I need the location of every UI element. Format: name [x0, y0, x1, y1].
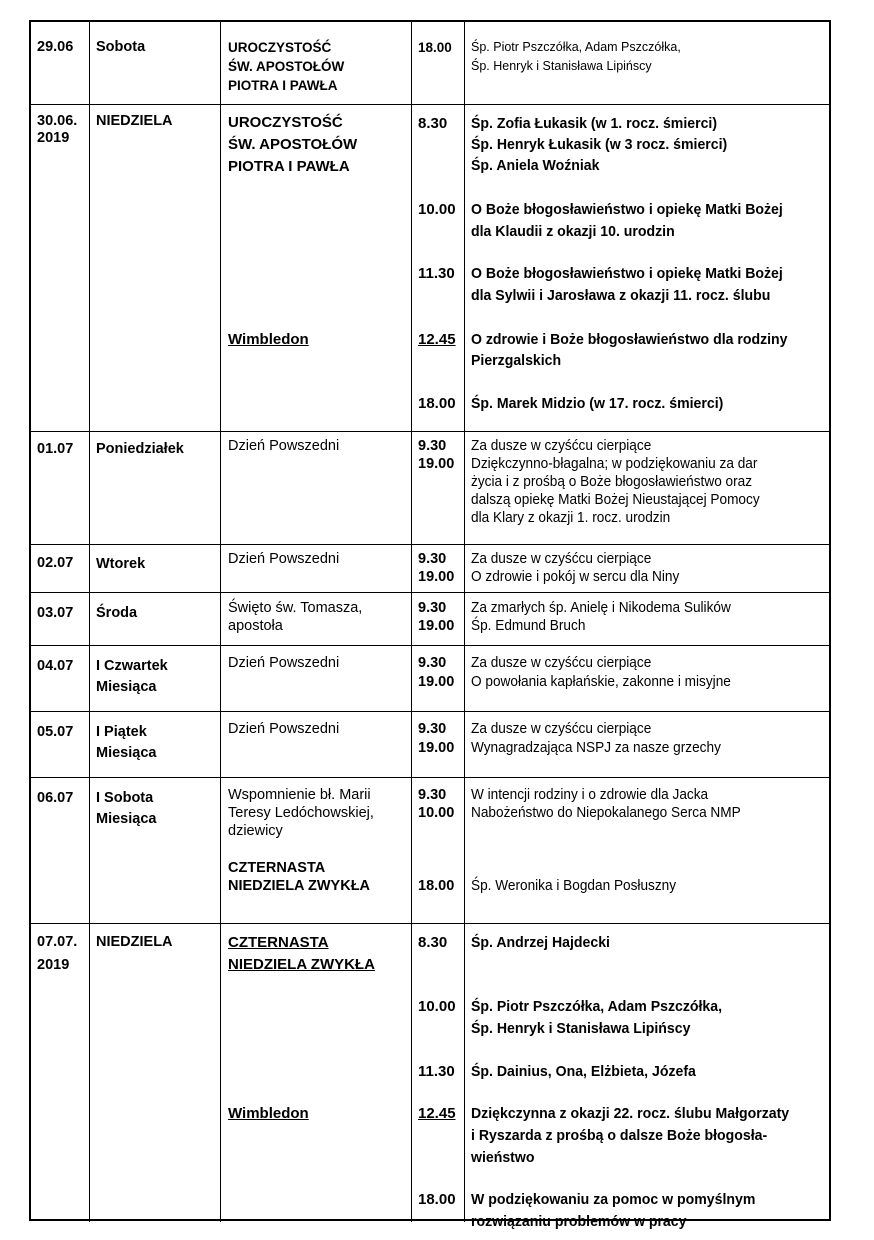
date-cell: [31, 105, 89, 432]
mass-time: 18.00: [418, 878, 455, 894]
intention-line: Śp. Henryk i Stanisława Lipińscy: [471, 1020, 691, 1037]
liturgy-cell: [220, 646, 411, 712]
date-cell: [31, 778, 89, 924]
mass-time: 12.45: [418, 1105, 456, 1122]
intention-line: Śp. Dainius, Ona, Elżbieta, Józefa: [471, 1063, 696, 1080]
mass-time: 19.00: [418, 569, 455, 585]
intention-line: Za dusze w czyśćcu cierpiące: [471, 438, 652, 454]
schedule-row-06-07: [31, 777, 829, 924]
intention-line: Śp. Aniela Woźniak: [471, 157, 600, 174]
mass-time: 18.00: [418, 1191, 456, 1208]
time-cell: [411, 593, 464, 646]
mass-time: 8.30: [418, 934, 448, 951]
intention-line: i Ryszarda z prośbą o dalsze Boże błogosła-: [471, 1127, 768, 1144]
liturgy-line: Teresy Ledóchowskiej,: [228, 805, 374, 821]
date: 06.07: [37, 790, 74, 806]
liturgy-line: PIOTRA I PAWŁA: [228, 158, 350, 175]
mass-time: 9.30: [418, 721, 447, 737]
intention-line: dalszą opiekę Matki Bożej Nieustającej Pomocy: [471, 492, 760, 508]
date: 29.06: [37, 39, 74, 55]
intention-line: Śp. Marek Midzio (w 17. rocz. śmierci): [471, 395, 724, 412]
mass-time: 9.30: [418, 438, 447, 454]
intention-line: Za dusze w czyśćcu cierpiące: [471, 655, 652, 671]
intention-line: Śp. Weronika i Bogdan Posłuszny: [471, 878, 677, 894]
mass-time: 9.30: [418, 787, 447, 803]
date: 30.06.: [37, 113, 78, 129]
liturgy-line: Dzień Powszedni: [228, 655, 340, 671]
day: I Czwartek: [96, 658, 168, 674]
day-cell: [89, 593, 220, 646]
intention-line: Dziękczynna z okazji 22. rocz. ślubu Małgorzaty: [471, 1105, 790, 1122]
intention-line: dla Klary z okazji 1. rocz. urodzin: [471, 510, 671, 526]
mass-time: 11.30: [418, 1063, 455, 1080]
liturgy-sunday-line: NIEDZIELA ZWYKŁA: [228, 878, 371, 894]
day: Środa: [96, 605, 138, 621]
intention-cell: [464, 646, 829, 712]
intention-line: Za dusze w czyśćcu cierpiące: [471, 721, 652, 737]
intention-line: Nabożeństwo do Niepokalanego Serca NMP: [471, 805, 741, 821]
liturgy-line: UROCZYSTOŚĆ: [228, 40, 332, 55]
intention-line: O Boże błogosławieństwo i opiekę Matki Bożej: [471, 201, 783, 218]
day-cell: [89, 105, 220, 432]
intention-line: dla Klaudii z okazji 10. urodzin: [471, 223, 675, 240]
day-cell: [89, 712, 220, 778]
liturgy-line: Dzień Powszedni: [228, 721, 340, 737]
date-cell: [31, 593, 89, 646]
date: 07.07.: [37, 934, 78, 950]
mass-time: 9.30: [418, 600, 447, 616]
intention-line: Pierzgalskich: [471, 352, 562, 369]
date-cell: [31, 712, 89, 778]
date: 01.07: [37, 441, 74, 457]
date: 04.07: [37, 658, 74, 674]
mass-time: 10.00: [418, 805, 455, 821]
liturgy-cell: [220, 105, 411, 432]
schedule-row-01-07: [31, 431, 829, 545]
schedule-row-07-07: [31, 923, 829, 1230]
intention-line: wieństwo: [471, 1149, 535, 1166]
date-year: 2019: [37, 957, 70, 973]
schedule-row-30-06: [31, 104, 829, 432]
schedule-row-05-07: [31, 711, 829, 778]
liturgy-cell: [220, 712, 411, 778]
schedule-row-04-07: [31, 645, 829, 712]
intention-line: O zdrowie i Boże błogosławieństwo dla rodziny: [471, 331, 788, 348]
liturgy-cell: [220, 545, 411, 593]
intention-line: O powołania kapłańskie, zakonne i misyjne: [471, 674, 731, 690]
day: NIEDZIELA: [96, 934, 173, 950]
mass-time: 9.30: [418, 655, 447, 671]
mass-time: 9.30: [418, 551, 447, 567]
liturgy-line: CZTERNASTA: [228, 934, 329, 951]
wimbledon-note: Wimbledon: [228, 331, 309, 348]
schedule-row-02-07: [31, 544, 829, 593]
intention-cell: [464, 545, 829, 593]
liturgy-line: apostoła: [228, 618, 283, 634]
mass-time: 8.30: [418, 115, 448, 132]
intention-line: Śp. Henryk Łukasik (w 3 rocz. śmierci): [471, 136, 728, 153]
schedule-row-03-07: [31, 592, 829, 646]
intention-line: Śp. Henryk i Stanisława Lipińscy: [471, 59, 652, 73]
intention-cell: [464, 924, 829, 1230]
date-cell: [31, 22, 89, 104]
day-cell: [89, 432, 220, 545]
intention-line: Za zmarłych śp. Anielę i Nikodema Sulików: [471, 600, 731, 616]
day: I Piątek: [96, 724, 147, 740]
intention-cell: [464, 712, 829, 778]
liturgy-line: dziewicy: [228, 823, 283, 839]
date-cell: [31, 545, 89, 593]
liturgy-cell: [220, 924, 411, 1222]
intention-line: W podziękowaniu za pomoc w pomyślnym: [471, 1191, 756, 1208]
intention-cell: [464, 22, 829, 104]
intention-line: Dziękczynno-błagalna; w podziękowaniu za dar: [471, 456, 758, 472]
date: 03.07: [37, 605, 74, 621]
time-cell: [411, 924, 464, 1222]
time-cell: [411, 105, 464, 432]
day-suffix: Miesiąca: [96, 811, 157, 827]
time-cell: [411, 22, 464, 104]
day-suffix: Miesiąca: [96, 679, 157, 695]
time-cell: [411, 545, 464, 593]
date-cell: [31, 646, 89, 712]
liturgy-line: ŚW. APOSTOŁÓW: [228, 59, 345, 74]
day: Wtorek: [96, 556, 146, 572]
mass-time: 19.00: [418, 456, 455, 472]
intention-line: Śp. Andrzej Hajdecki: [471, 934, 610, 951]
date: 02.07: [37, 555, 74, 571]
intention-cell: [464, 778, 829, 924]
day: I Sobota: [96, 790, 154, 806]
intention-line: O Boże błogosławieństwo i opiekę Matki Bożej: [471, 265, 783, 282]
intention-line: Śp. Piotr Pszczółka, Adam Pszczółka,: [471, 40, 681, 54]
mass-time: 10.00: [418, 998, 456, 1015]
liturgy-cell: [220, 778, 411, 924]
intention-line: Za dusze w czyśćcu cierpiące: [471, 551, 652, 567]
mass-time: 18.00: [418, 40, 452, 55]
intention-line: W intencji rodziny i o zdrowie dla Jacka: [471, 787, 709, 803]
mass-time: 10.00: [418, 201, 456, 218]
time-cell: [411, 432, 464, 545]
time-cell: [411, 712, 464, 778]
liturgy-line: UROCZYSTOŚĆ: [228, 114, 343, 131]
day: Poniedziałek: [96, 441, 184, 457]
liturgy-sunday-line: CZTERNASTA: [228, 860, 326, 876]
mass-time: 19.00: [418, 618, 455, 634]
liturgy-line: Dzień Powszedni: [228, 551, 340, 567]
intention-line: Wynagradzająca NSPJ za nasze grzechy: [471, 740, 721, 756]
intention-cell: [464, 105, 829, 432]
liturgy-cell: [220, 432, 411, 545]
date-cell: [31, 432, 89, 545]
mass-time: 11.30: [418, 265, 455, 282]
intention-line: życia i z prośbą o Boże błogosławieństwo oraz: [471, 474, 753, 490]
mass-schedule-table: [29, 20, 831, 1230]
day: NIEDZIELA: [96, 113, 173, 129]
day-cell: [89, 924, 220, 1222]
intention-line: rozwiązaniu problemów w pracy: [471, 1213, 687, 1230]
intention-line: Śp. Piotr Pszczółka, Adam Pszczółka,: [471, 998, 723, 1015]
day: Sobota: [96, 39, 146, 55]
intention-line: O zdrowie i pokój w sercu dla Niny: [471, 569, 680, 585]
schedule-row-29-06: [31, 22, 829, 104]
time-cell: [411, 778, 464, 924]
wimbledon-note: Wimbledon: [228, 1105, 309, 1122]
mass-time: 18.00: [418, 395, 456, 412]
day-cell: [89, 778, 220, 924]
liturgy-line: PIOTRA I PAWŁA: [228, 78, 338, 93]
liturgy-line: Dzień Powszedni: [228, 438, 340, 454]
mass-time: 19.00: [418, 674, 455, 690]
date-year: 2019: [37, 130, 70, 146]
mass-time: 19.00: [418, 740, 455, 756]
liturgy-line: ŚW. APOSTOŁÓW: [228, 136, 358, 153]
intention-line: Śp. Edmund Bruch: [471, 618, 586, 634]
day-cell: [89, 545, 220, 593]
intention-line: dla Sylwii i Jarosława z okazji 11. rocz. ślubu: [471, 287, 771, 304]
mass-time: 12.45: [418, 331, 456, 348]
day-cell: [89, 22, 220, 104]
day-suffix: Miesiąca: [96, 745, 157, 761]
time-cell: [411, 646, 464, 712]
day-cell: [89, 646, 220, 712]
liturgy-line: NIEDZIELA ZWYKŁA: [228, 956, 375, 973]
date: 05.07: [37, 724, 74, 740]
liturgy-line: Wspomnienie bł. Marii: [228, 787, 371, 803]
liturgy-line: Święto św. Tomasza,: [228, 600, 363, 616]
liturgy-cell: [220, 593, 411, 646]
liturgy-cell: [220, 22, 411, 104]
date-cell: [31, 924, 89, 1222]
intention-line: Śp. Zofia Łukasik (w 1. rocz. śmierci): [471, 115, 718, 132]
intention-cell: [464, 593, 829, 646]
intention-cell: [464, 432, 829, 545]
